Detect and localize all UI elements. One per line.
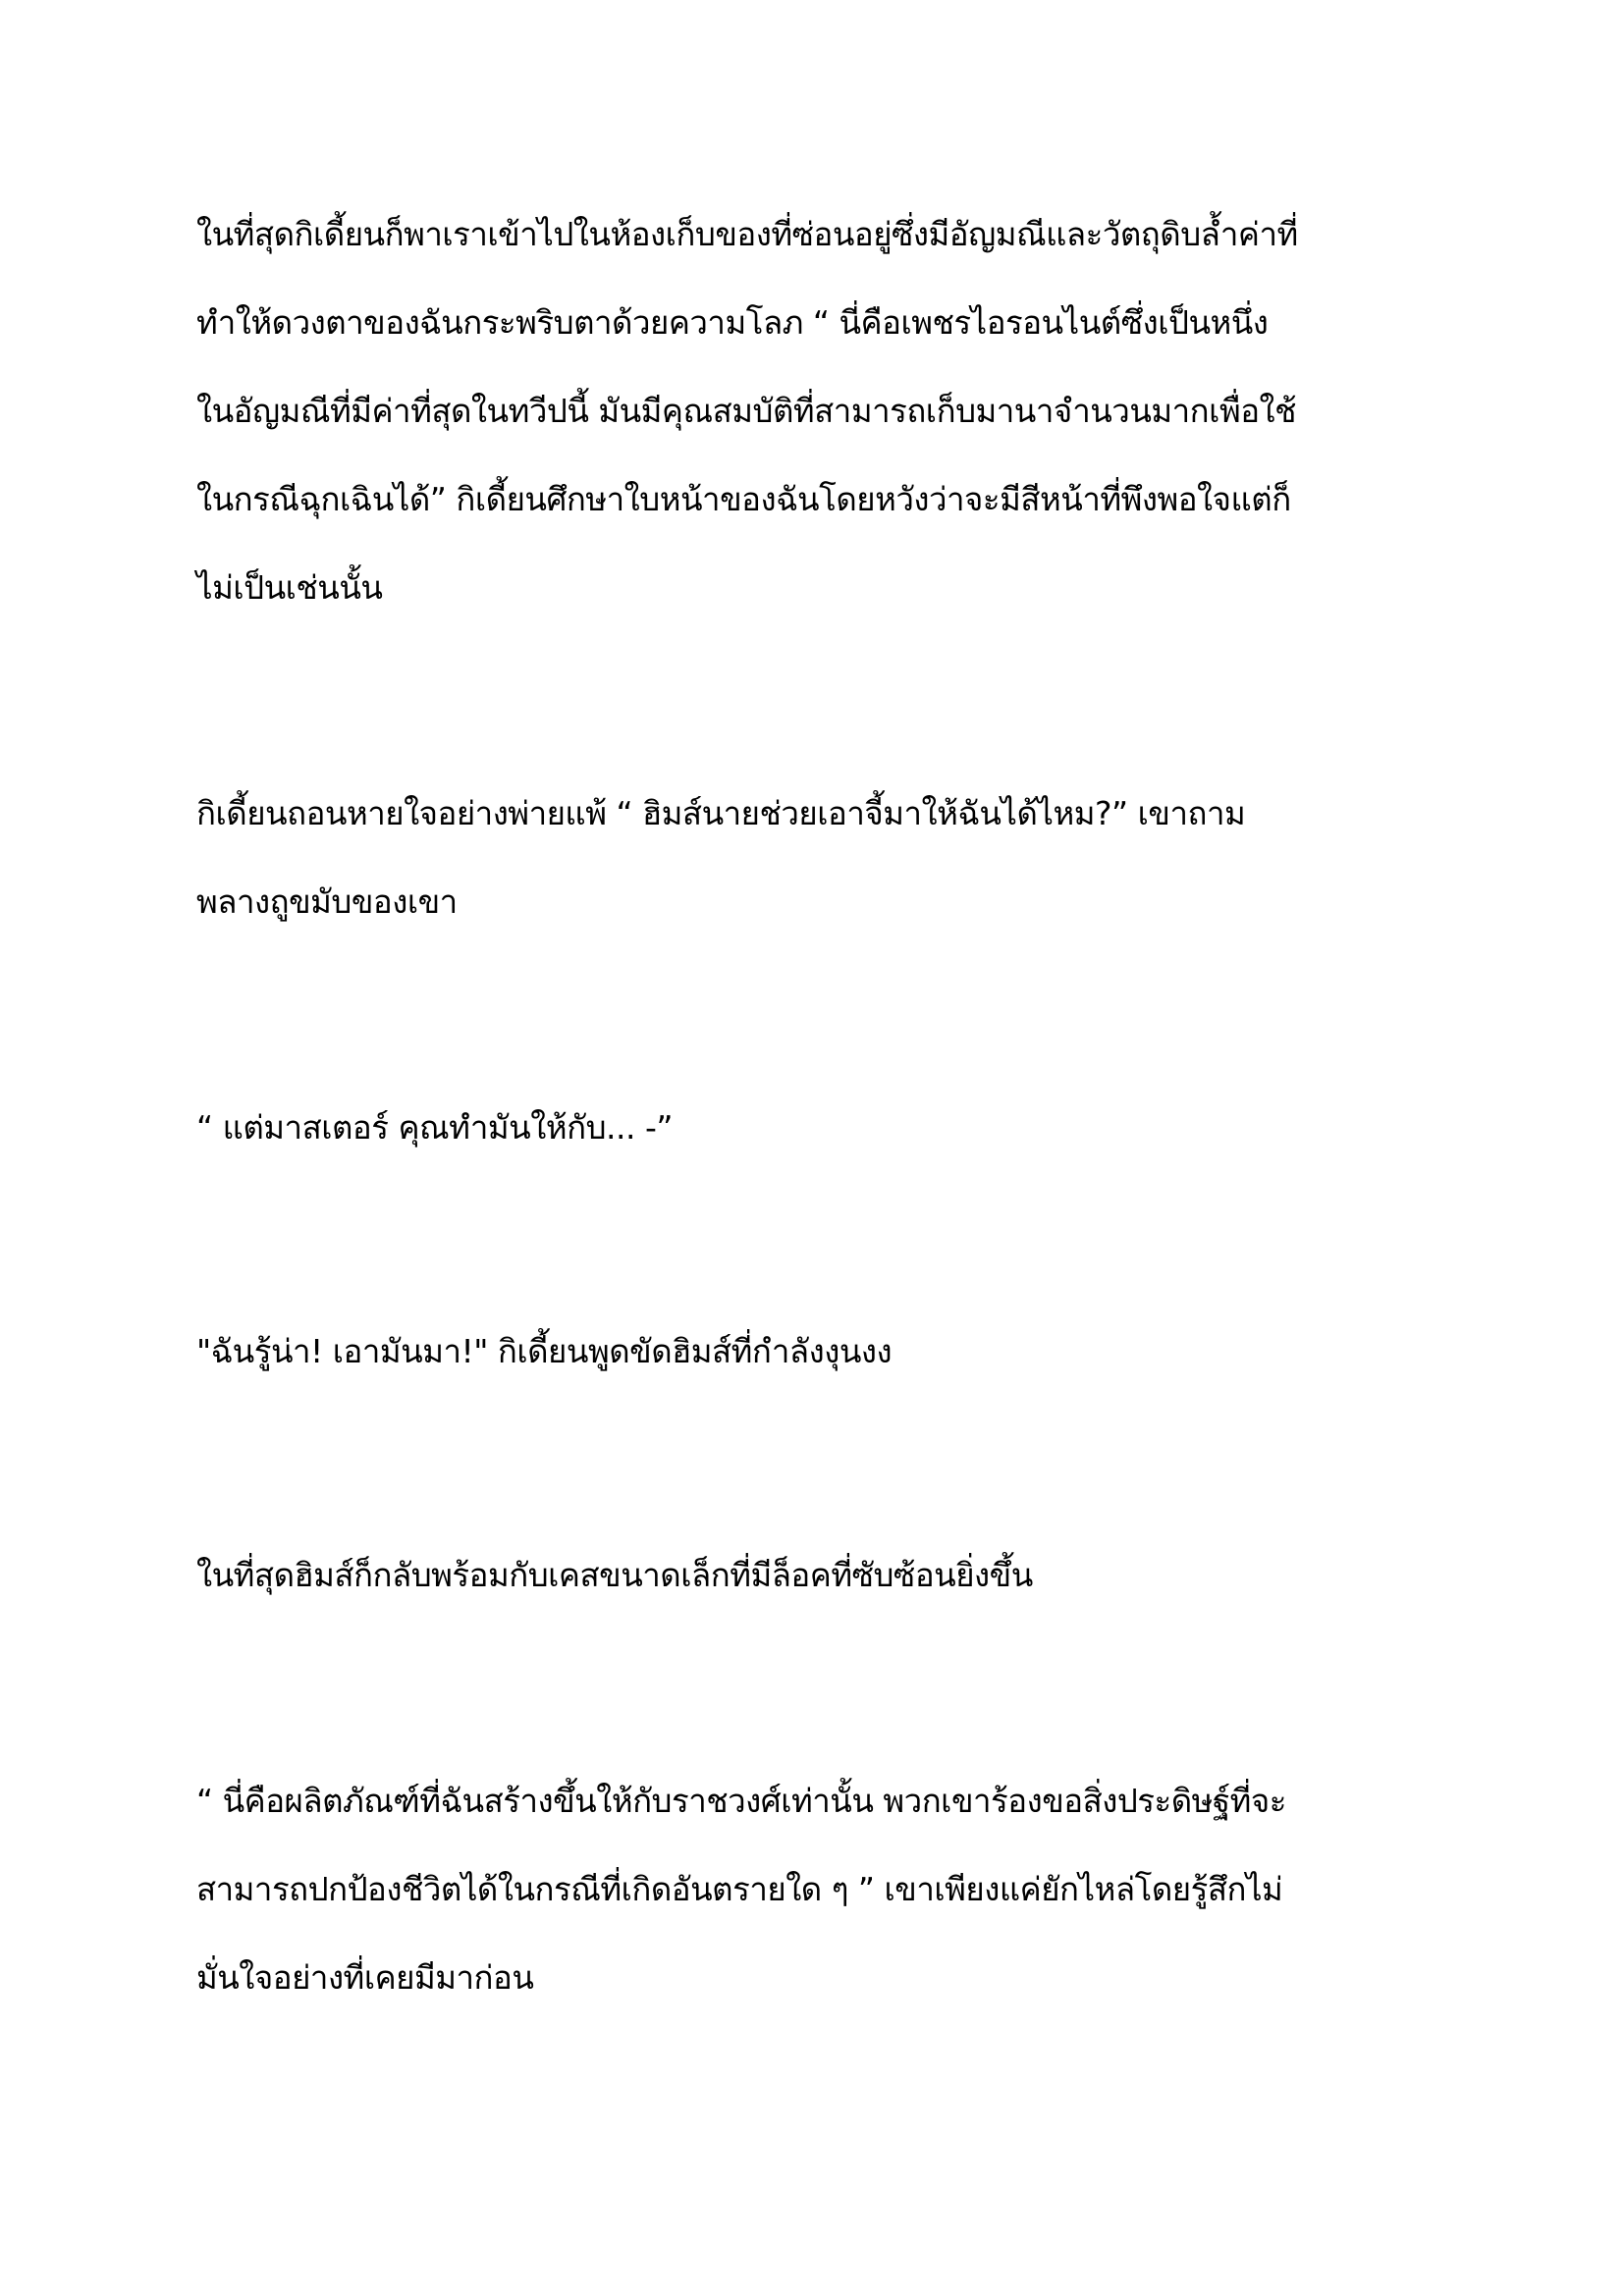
paragraph-3-line-1: “ แต่มาสเตอร์ คุณทำมันให้กับ... -” <box>196 1108 673 1147</box>
paragraph-4-line-1: "ฉันรู้น่า! เอามันมา!" กิเดี้ยนพูดขัดฮิมส์ที่กำลังงุนงง <box>196 1332 893 1370</box>
paragraph-6-line-3: มั่นใจอย่างที่เคยมีมาก่อน <box>196 1958 534 1997</box>
paragraph-1-line-3: ในอัญมณีที่มีค่าที่สุดในทวีปนี้ มันมีคุณสมบัติที่สามารถเก็บมานาจำนวนมากเพื่อใช้ <box>196 392 1297 430</box>
paragraph-2-line-1: กิเดี้ยนถอนหายใจอย่างพ่ายแพ้ “ ฮิมส์นายช่วยเอาจี้มาให้ฉันได้ไหม?” เขาถาม <box>196 794 1246 832</box>
paragraph-5-line-1: ในที่สุดฮิมส์ก็กลับพร้อมกับเคสขนาดเล็กที่มีล็อคที่ซับซ้อนยิ่งขึ้น <box>196 1556 1033 1594</box>
paragraph-2-line-2: พลางถูขมับของเขา <box>196 882 458 921</box>
paragraph-1-line-2: ทำให้ดวงตาของฉันกระพริบตาด้วยความโลภ “ นี่คือเพชรไอรอนไนต์ซึ่งเป็นหนึ่ง <box>196 303 1269 342</box>
paragraph-1-line-4: ในกรณีฉุกเฉินได้” กิเดี้ยนศึกษาใบหน้าของฉันโดยหวังว่าจะมีสีหน้าที่พึงพอใจแต่ก็ <box>196 480 1291 518</box>
paragraph-1-line-5: ไม่เป็นเช่นนั้น <box>196 568 383 607</box>
paragraph-1-line-1: ในที่สุดกิเดี้ยนก็พาเราเข้าไปในห้องเก็บของที่ซ่อนอยู่ซึ่งมีอัญมณีและวัตถุดิบล้ำค่าที่ <box>196 215 1298 253</box>
paragraph-6-line-2: สามารถปกป้องชีวิตได้ในกรณีที่เกิดอันตรายใด ๆ ” เขาเพียงแค่ยักไหล่โดยรู้สึกไม่ <box>196 1870 1283 1908</box>
paragraph-6-line-1: “ นี่คือผลิตภัณฑ์ที่ฉันสร้างขึ้นให้กับราชวงศ์เท่านั้น พวกเขาร้องขอสิ่งประดิษฐ์ที่จะ <box>196 1782 1286 1820</box>
